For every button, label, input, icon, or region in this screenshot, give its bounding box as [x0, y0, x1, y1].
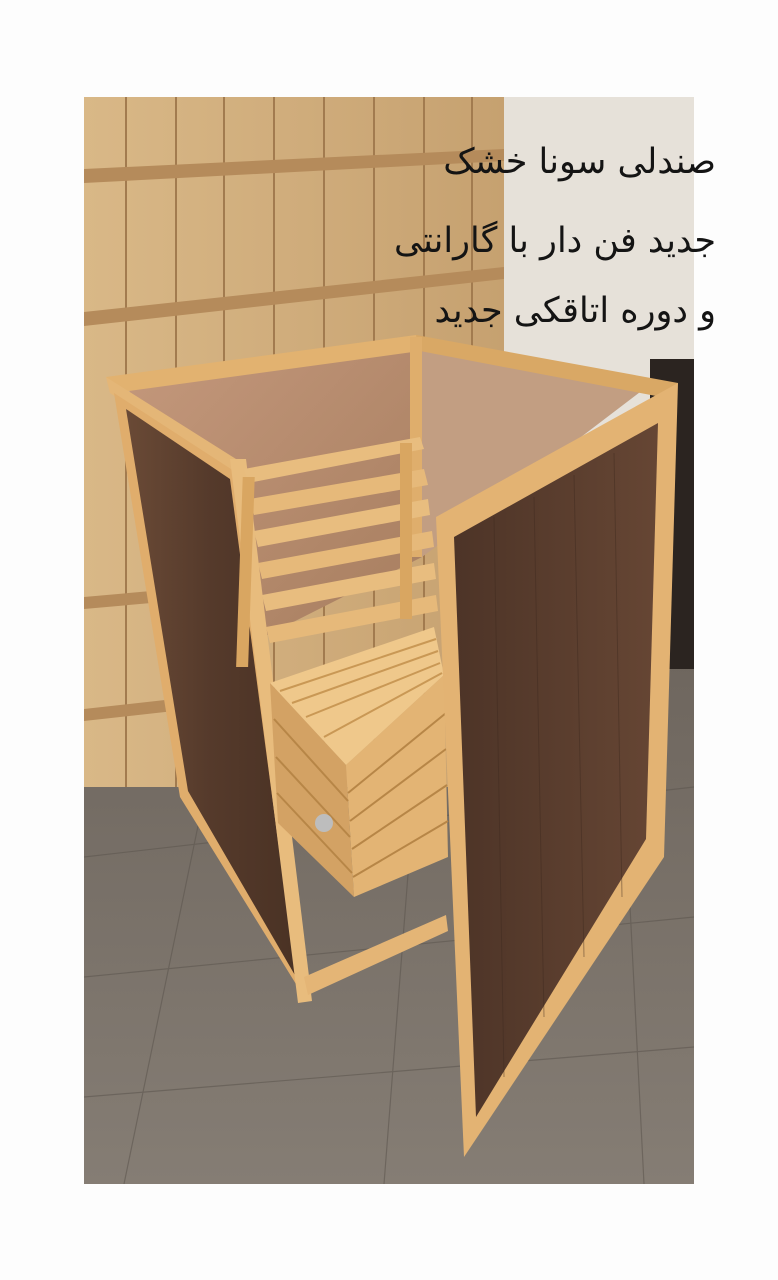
caption-line-3: و دوره اتاقکی جدید — [434, 291, 716, 331]
caption-line-2: جدید فن دار با گارانتی — [393, 221, 716, 261]
caption-line-1: صندلی سونا خشک — [443, 142, 716, 182]
fan-vent-icon — [315, 814, 333, 832]
